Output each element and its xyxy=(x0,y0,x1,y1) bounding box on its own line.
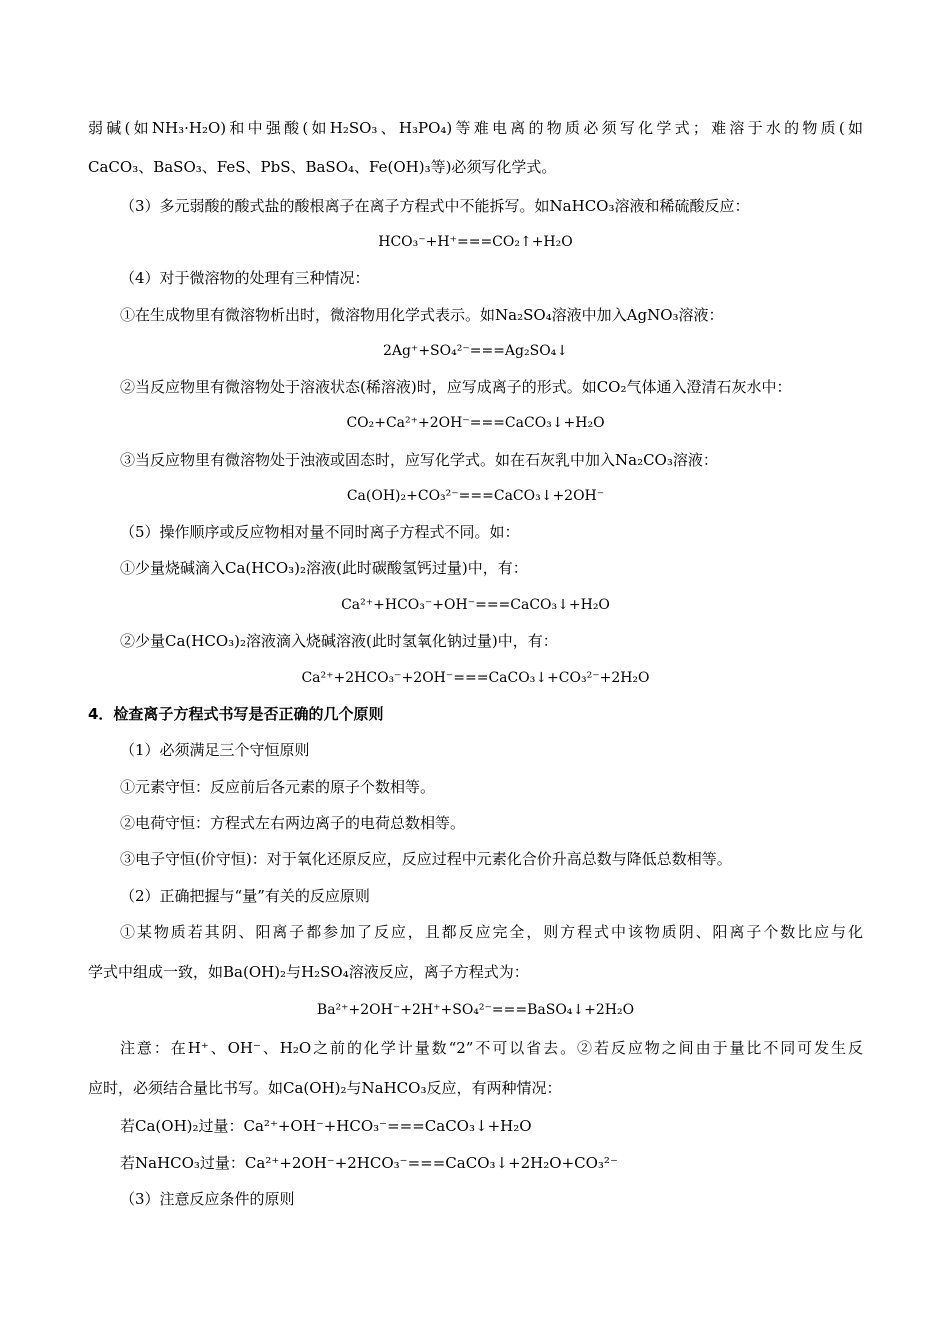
paragraph-line: （5）操作顺序或反应物相对量不同时离子方程式不同。如： xyxy=(120,523,520,541)
paragraph-line: 学式中组成一致，如Ba(OH)₂与H₂SO₄溶液反应，离子方程式为： xyxy=(88,963,529,981)
paragraph-line: ③当反应物里有微溶物处于浊液或固态时，应写化学式。如在石灰乳中加入Na₂CO₃溶液： xyxy=(120,451,718,469)
paragraph-line: ③电子守恒(价守恒)：对于氧化还原反应，反应过程中元素化合价升高总数与降低总数相等。 xyxy=(120,850,732,868)
paragraph-line: ②电荷守恒：方程式左右两边离子的电荷总数相等。 xyxy=(120,814,466,832)
paragraph-line: 弱碱(如NH₃·H₂O)和中强酸(如H₂SO₃、H₃PO₄)等难电离的物质必须写化学式；难溶于水的物质(如 xyxy=(88,119,863,137)
paragraph-line: ①元素守恒：反应前后各元素的原子个数相等。 xyxy=(120,778,436,796)
paragraph-line: ①某物质若其阴、阳离子都参加了反应，且都反应完全，则方程式中该物质阴、阳离子个数比应与化 xyxy=(120,923,863,941)
paragraph-line: （3）多元弱酸的酸式盐的酸根离子在离子方程式中不能拆写。如NaHCO₃溶液和稀硫酸反应： xyxy=(120,197,750,215)
equation: Ba²⁺+2OH⁻+2H⁺+SO₄²⁻===BaSO₄↓+2H₂O xyxy=(316,1002,635,1018)
paragraph-line: （3）注意反应条件的原则 xyxy=(120,1190,295,1208)
paragraph-line: 注意：在H⁺、OH⁻、H₂O之前的化学计量数“2”不可以省去。②若反应物之间由于量比不同可发生反 xyxy=(120,1039,863,1057)
paragraph-line: ①少量烧碱滴入Ca(HCO₃)₂溶液(此时碳酸氢钙过量)中，有： xyxy=(120,559,528,577)
paragraph-line: 若Ca(OH)₂过量：Ca²⁺+OH⁻+HCO₃⁻===CaCO₃↓+H₂O xyxy=(120,1117,532,1135)
equation: Ca²⁺+2HCO₃⁻+2OH⁻===CaCO₃↓+CO₃²⁻+2H₂O xyxy=(301,670,650,686)
equation: Ca(OH)₂+CO₃²⁻===CaCO₃↓+2OH⁻ xyxy=(346,488,605,504)
paragraph-line: ②少量Ca(HCO₃)₂溶液滴入烧碱溶液(此时氢氧化钠过量)中，有： xyxy=(120,632,558,650)
paragraph-line: （2）正确把握与“量”有关的反应原则 xyxy=(120,887,370,905)
section-heading: 4．检查离子方程式书写是否正确的几个原则 xyxy=(88,705,384,723)
paragraph-line: （4）对于微溶物的处理有三种情况： xyxy=(120,269,370,287)
equation: 2Ag⁺+SO₄²⁻===Ag₂SO₄↓ xyxy=(382,343,569,359)
equation: HCO₃⁻+H⁺===CO₂↑+H₂O xyxy=(378,234,573,250)
paragraph-line: CaCO₃、BaSO₃、FeS、PbS、BaSO₄、Fe(OH)₃等)必须写化学式。 xyxy=(88,158,557,176)
equation: Ca²⁺+HCO₃⁻+OH⁻===CaCO₃↓+H₂O xyxy=(341,597,610,613)
paragraph-line: 若NaHCO₃过量：Ca²⁺+2OH⁻+2HCO₃⁻===CaCO₃↓+2H₂O+CO₃²⁻ xyxy=(120,1154,618,1172)
equation: CO₂+Ca²⁺+2OH⁻===CaCO₃↓+H₂O xyxy=(346,415,605,431)
paragraph-line: ①在生成物里有微溶物析出时，微溶物用化学式表示。如Na₂SO₄溶液中加入AgNO₃溶液： xyxy=(120,306,724,324)
paragraph-line: 应时，必须结合量比书写。如Ca(OH)₂与NaHCO₃反应，有两种情况： xyxy=(88,1079,562,1097)
paragraph-line: （1）必须满足三个守恒原则 xyxy=(120,741,310,759)
paragraph-line: ②当反应物里有微溶物处于溶液状态(稀溶液)时，应写成离子的形式。如CO₂气体通入澄清石灰水中： xyxy=(120,378,792,396)
